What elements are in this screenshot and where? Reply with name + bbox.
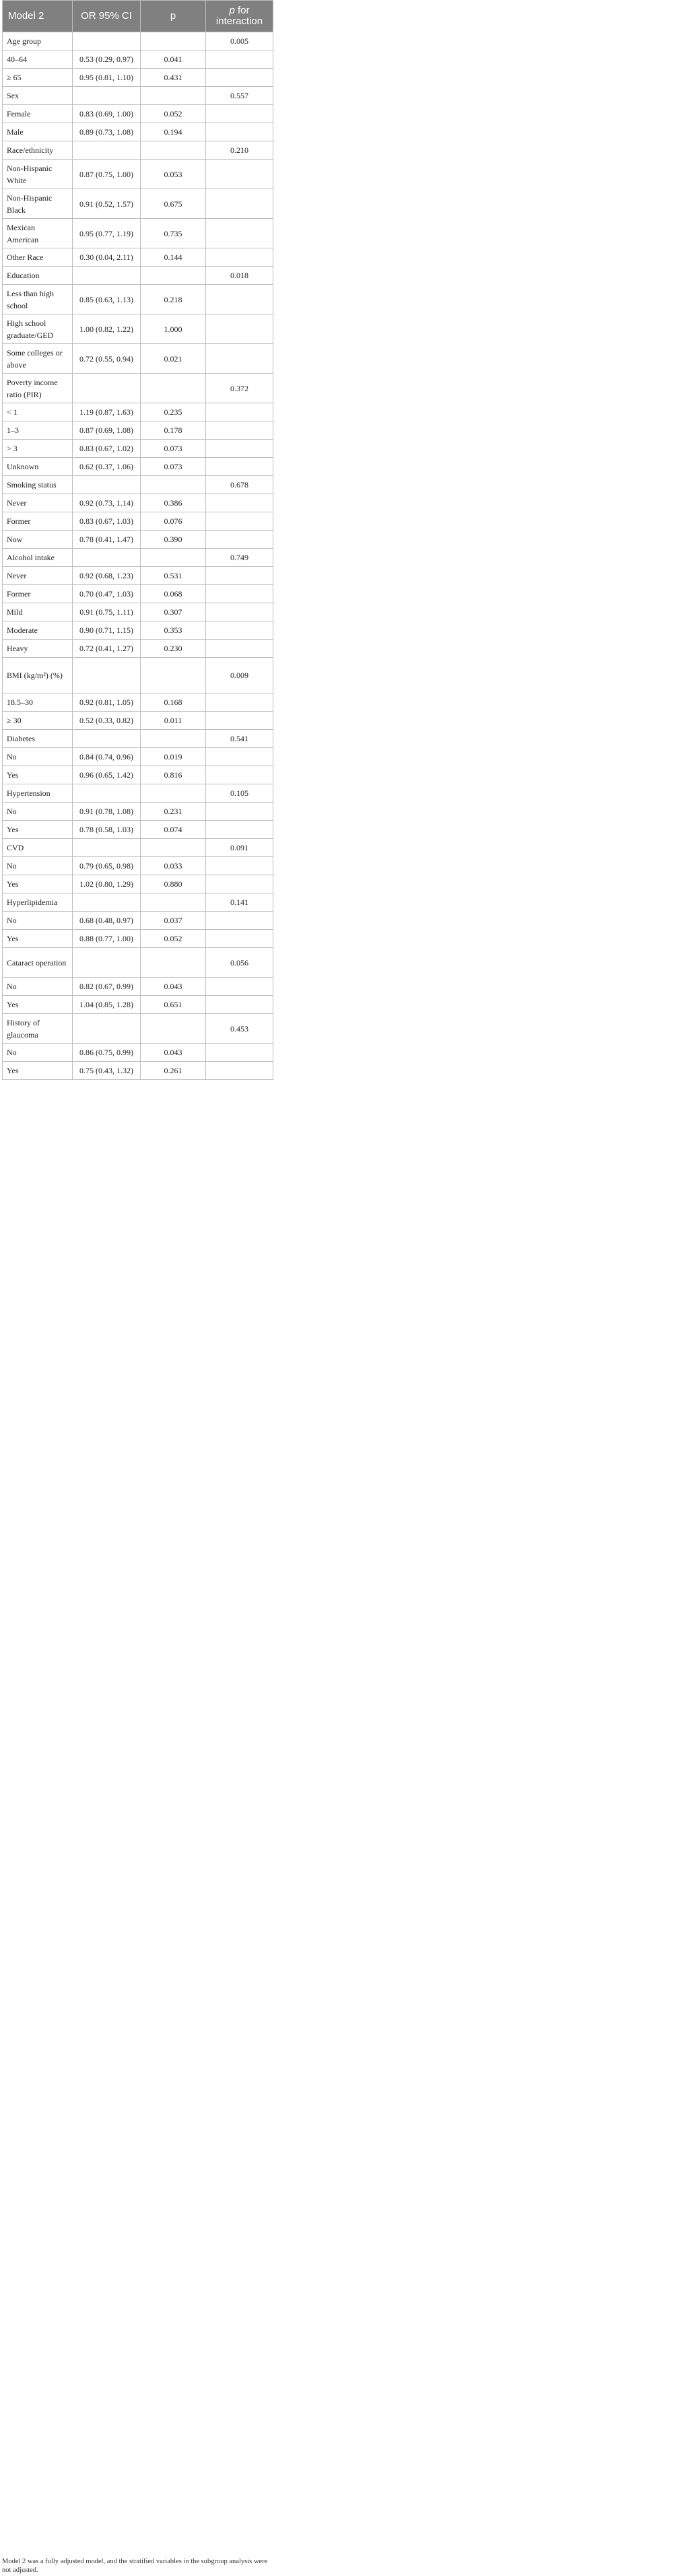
header-p: p [141, 1, 206, 32]
or-ci-cell: 0.92 (0.73, 1.14) [73, 494, 141, 512]
p-interaction-cell [206, 766, 273, 784]
p-interaction-cell [206, 160, 273, 189]
p-value-cell: 0.076 [141, 512, 206, 531]
or-ci-cell [73, 948, 141, 978]
table-row [3, 930, 273, 948]
table-header-row [3, 1, 273, 32]
p-value-cell: 0.353 [141, 621, 206, 640]
p-interaction-cell [206, 857, 273, 875]
or-ci-cell [73, 32, 141, 50]
table-row [3, 87, 273, 105]
or-ci-cell: 0.78 (0.58, 1.03) [73, 821, 141, 839]
row-label: Diabetes [3, 730, 73, 748]
p-interaction-cell [206, 494, 273, 512]
row-label: ≥ 65 [3, 69, 73, 87]
p-value-cell [141, 784, 206, 803]
table-body [3, 32, 273, 1080]
table-row [3, 458, 273, 476]
row-label: Never [3, 494, 73, 512]
or-ci-cell: 0.84 (0.74, 0.96) [73, 748, 141, 766]
or-ci-cell: 0.78 (0.41, 1.47) [73, 531, 141, 549]
p-interaction-cell: 0.005 [206, 32, 273, 50]
p-interaction-cell [206, 567, 273, 585]
p-value-cell [141, 658, 206, 693]
p-value-cell: 0.041 [141, 50, 206, 69]
table-row [3, 803, 273, 821]
table-row [3, 248, 273, 267]
table-row [3, 69, 273, 87]
or-ci-cell: 0.52 (0.33, 0.82) [73, 712, 141, 730]
or-ci-cell: 0.68 (0.48, 0.97) [73, 912, 141, 930]
table-row [3, 512, 273, 531]
or-ci-cell: 0.91 (0.78, 1.08) [73, 803, 141, 821]
or-ci-cell [73, 141, 141, 160]
table-row [3, 857, 273, 875]
row-label: Moderate [3, 621, 73, 640]
row-label: 40–64 [3, 50, 73, 69]
or-ci-cell: 0.87 (0.69, 1.08) [73, 421, 141, 440]
table-row [3, 403, 273, 421]
table-row [3, 658, 273, 693]
p-value-cell: 0.390 [141, 531, 206, 549]
row-label: Other Race [3, 248, 73, 267]
or-ci-cell [73, 658, 141, 693]
header-model: Model 2 [3, 1, 73, 32]
or-ci-cell: 0.90 (0.71, 1.15) [73, 621, 141, 640]
p-value-cell: 0.816 [141, 766, 206, 784]
p-interaction-cell: 0.210 [206, 141, 273, 160]
row-label: High school graduate/GED [3, 314, 73, 344]
p-interaction-cell [206, 996, 273, 1014]
p-interaction-cell [206, 603, 273, 621]
p-interaction-cell [206, 585, 273, 603]
p-value-cell: 0.068 [141, 585, 206, 603]
or-ci-cell [73, 549, 141, 567]
results-table-container [2, 0, 273, 1080]
or-ci-cell: 0.62 (0.37, 1.06) [73, 458, 141, 476]
table-row [3, 712, 273, 730]
p-interaction-cell [206, 248, 273, 267]
row-label: Male [3, 123, 73, 141]
table-row [3, 105, 273, 123]
p-interaction-cell [206, 344, 273, 374]
or-ci-cell: 1.19 (0.87, 1.63) [73, 403, 141, 421]
p-value-cell: 0.033 [141, 857, 206, 875]
table-row [3, 440, 273, 458]
row-label: < 1 [3, 403, 73, 421]
p-interaction-cell [206, 314, 273, 344]
table-row [3, 267, 273, 285]
or-ci-cell: 0.87 (0.75, 1.00) [73, 160, 141, 189]
p-value-cell: 0.037 [141, 912, 206, 930]
subgroup-analysis-table [2, 0, 273, 1080]
p-value-cell: 0.307 [141, 603, 206, 621]
or-ci-cell: 0.72 (0.41, 1.27) [73, 640, 141, 658]
or-ci-cell: 0.83 (0.67, 1.02) [73, 440, 141, 458]
p-interaction-cell [206, 440, 273, 458]
table-row [3, 344, 273, 374]
table-row [3, 567, 273, 585]
p-interaction-cell [206, 930, 273, 948]
table-row [3, 766, 273, 784]
p-value-cell: 0.651 [141, 996, 206, 1014]
row-label: Some colleges or above [3, 344, 73, 374]
row-label: Age group [3, 32, 73, 50]
row-label: Yes [3, 996, 73, 1014]
p-value-cell: 0.011 [141, 712, 206, 730]
p-value-cell: 0.880 [141, 875, 206, 893]
row-label: CVD [3, 839, 73, 857]
p-interaction-cell [206, 712, 273, 730]
or-ci-cell: 0.85 (0.63, 1.13) [73, 285, 141, 314]
row-label: Yes [3, 930, 73, 948]
p-interaction-cell [206, 403, 273, 421]
or-ci-cell: 0.92 (0.68, 1.23) [73, 567, 141, 585]
p-value-cell: 0.230 [141, 640, 206, 658]
table-row [3, 912, 273, 930]
row-label: Yes [3, 766, 73, 784]
table-row [3, 730, 273, 748]
p-value-cell [141, 1014, 206, 1044]
row-label: Education [3, 267, 73, 285]
row-label: Now [3, 531, 73, 549]
p-interaction-cell [206, 621, 273, 640]
table-row [3, 1044, 273, 1062]
or-ci-cell: 1.04 (0.85, 1.28) [73, 996, 141, 1014]
or-ci-cell: 0.89 (0.73, 1.08) [73, 123, 141, 141]
p-value-cell [141, 948, 206, 978]
p-interaction-cell [206, 1062, 273, 1080]
table-row [3, 549, 273, 567]
p-value-cell: 0.218 [141, 285, 206, 314]
p-interaction-cell [206, 421, 273, 440]
header-p-interaction [206, 1, 273, 32]
table-row [3, 839, 273, 857]
header-p-interaction-p: p [229, 5, 235, 16]
or-ci-cell [73, 476, 141, 494]
table-row [3, 1014, 273, 1044]
row-label: Female [3, 105, 73, 123]
p-value-cell [141, 839, 206, 857]
row-label: 18.5–30 [3, 693, 73, 712]
or-ci-cell [73, 374, 141, 403]
p-value-cell [141, 374, 206, 403]
row-label: Poverty income ratio (PIR) [3, 374, 73, 403]
p-interaction-cell [206, 219, 273, 248]
or-ci-cell [73, 893, 141, 912]
table-row [3, 821, 273, 839]
p-value-cell: 1.000 [141, 314, 206, 344]
or-ci-cell: 0.30 (0.04, 2.11) [73, 248, 141, 267]
or-ci-cell [73, 839, 141, 857]
row-label: History of glaucoma [3, 1014, 73, 1044]
or-ci-cell: 1.00 (0.82, 1.22) [73, 314, 141, 344]
row-label: Sex [3, 87, 73, 105]
or-ci-cell: 0.88 (0.77, 1.00) [73, 930, 141, 948]
or-ci-cell [73, 87, 141, 105]
table-row [3, 141, 273, 160]
or-ci-cell: 0.83 (0.67, 1.03) [73, 512, 141, 531]
p-value-cell [141, 141, 206, 160]
p-interaction-cell: 0.141 [206, 893, 273, 912]
p-interaction-cell [206, 978, 273, 996]
table-row [3, 494, 273, 512]
p-interaction-cell [206, 123, 273, 141]
table-row [3, 784, 273, 803]
row-label: No [3, 857, 73, 875]
table-row [3, 748, 273, 766]
p-interaction-cell [206, 285, 273, 314]
p-interaction-cell [206, 512, 273, 531]
p-interaction-cell: 0.105 [206, 784, 273, 803]
or-ci-cell: 0.92 (0.81, 1.05) [73, 693, 141, 712]
p-interaction-cell [206, 912, 273, 930]
row-label: No [3, 1044, 73, 1062]
table-row [3, 693, 273, 712]
row-label: 1–3 [3, 421, 73, 440]
p-value-cell: 0.043 [141, 1044, 206, 1062]
p-value-cell: 0.073 [141, 440, 206, 458]
table-row [3, 123, 273, 141]
p-value-cell: 0.168 [141, 693, 206, 712]
row-label: Heavy [3, 640, 73, 658]
row-label: Unknown [3, 458, 73, 476]
table-row [3, 621, 273, 640]
p-interaction-cell [206, 803, 273, 821]
p-interaction-cell [206, 748, 273, 766]
header-p-interaction-rest: for interaction [215, 5, 263, 27]
header-or-ci: OR 95% CI [73, 1, 141, 32]
row-label: ≥ 30 [3, 712, 73, 730]
table-row [3, 948, 273, 978]
or-ci-cell: 0.70 (0.47, 1.03) [73, 585, 141, 603]
p-value-cell: 0.021 [141, 344, 206, 374]
p-interaction-cell: 0.018 [206, 267, 273, 285]
table-row [3, 978, 273, 996]
table-row [3, 219, 273, 248]
p-value-cell [141, 87, 206, 105]
table-row [3, 421, 273, 440]
p-interaction-cell: 0.091 [206, 839, 273, 857]
row-label: Less than high school [3, 285, 73, 314]
row-label: No [3, 912, 73, 930]
table-row [3, 160, 273, 189]
or-ci-cell: 0.79 (0.65, 0.98) [73, 857, 141, 875]
or-ci-cell: 0.86 (0.75, 0.99) [73, 1044, 141, 1062]
row-label: Yes [3, 1062, 73, 1080]
p-interaction-cell: 0.557 [206, 87, 273, 105]
p-value-cell: 0.053 [141, 160, 206, 189]
or-ci-cell: 0.96 (0.65, 1.42) [73, 766, 141, 784]
row-label: Former [3, 512, 73, 531]
or-ci-cell [73, 730, 141, 748]
p-value-cell [141, 476, 206, 494]
p-interaction-cell [206, 531, 273, 549]
table-row [3, 603, 273, 621]
p-interaction-cell: 0.749 [206, 549, 273, 567]
p-value-cell: 0.531 [141, 567, 206, 585]
row-label: Hypertension [3, 784, 73, 803]
or-ci-cell: 0.53 (0.29, 0.97) [73, 50, 141, 69]
row-label: Mexican American [3, 219, 73, 248]
table-row [3, 50, 273, 69]
p-interaction-cell [206, 1044, 273, 1062]
row-label: No [3, 748, 73, 766]
p-value-cell: 0.073 [141, 458, 206, 476]
p-value-cell: 0.019 [141, 748, 206, 766]
row-label: Yes [3, 875, 73, 893]
p-value-cell: 0.178 [141, 421, 206, 440]
p-value-cell: 0.431 [141, 69, 206, 87]
row-label: No [3, 803, 73, 821]
or-ci-cell: 0.75 (0.43, 1.32) [73, 1062, 141, 1080]
row-label: > 3 [3, 440, 73, 458]
row-label: Non-Hispanic White [3, 160, 73, 189]
or-ci-cell: 0.91 (0.52, 1.57) [73, 189, 141, 219]
row-label: Never [3, 567, 73, 585]
p-value-cell: 0.194 [141, 123, 206, 141]
row-label: Mild [3, 603, 73, 621]
p-value-cell [141, 893, 206, 912]
p-value-cell: 0.052 [141, 105, 206, 123]
p-interaction-cell [206, 821, 273, 839]
p-interaction-cell [206, 50, 273, 69]
row-label: BMI (kg/m²) (%) [3, 658, 73, 693]
p-interaction-cell: 0.453 [206, 1014, 273, 1044]
row-label: Alcohol intake [3, 549, 73, 567]
or-ci-cell: 0.95 (0.77, 1.19) [73, 219, 141, 248]
or-ci-cell: 0.91 (0.75, 1.11) [73, 603, 141, 621]
p-interaction-cell [206, 875, 273, 893]
table-row [3, 476, 273, 494]
table-row [3, 640, 273, 658]
p-interaction-cell: 0.009 [206, 658, 273, 693]
row-label: Yes [3, 821, 73, 839]
or-ci-cell [73, 784, 141, 803]
or-ci-cell: 0.83 (0.69, 1.00) [73, 105, 141, 123]
p-value-cell [141, 730, 206, 748]
p-value-cell: 0.231 [141, 803, 206, 821]
or-ci-cell: 0.82 (0.67, 0.99) [73, 978, 141, 996]
p-value-cell: 0.043 [141, 978, 206, 996]
p-value-cell: 0.052 [141, 930, 206, 948]
row-label: Race/ethnicity [3, 141, 73, 160]
or-ci-cell: 0.95 (0.81, 1.10) [73, 69, 141, 87]
p-value-cell: 0.735 [141, 219, 206, 248]
or-ci-cell [73, 267, 141, 285]
p-value-cell: 0.261 [141, 1062, 206, 1080]
p-value-cell: 0.675 [141, 189, 206, 219]
p-value-cell [141, 267, 206, 285]
p-interaction-cell [206, 105, 273, 123]
table-row [3, 189, 273, 219]
p-interaction-cell: 0.678 [206, 476, 273, 494]
p-interaction-cell: 0.056 [206, 948, 273, 978]
p-interaction-cell [206, 69, 273, 87]
table-row [3, 875, 273, 893]
or-ci-cell: 1.02 (0.80, 1.29) [73, 875, 141, 893]
p-value-cell: 0.386 [141, 494, 206, 512]
table-row [3, 32, 273, 50]
p-value-cell: 0.074 [141, 821, 206, 839]
p-interaction-cell: 0.541 [206, 730, 273, 748]
p-value-cell: 0.144 [141, 248, 206, 267]
p-interaction-cell [206, 640, 273, 658]
p-interaction-cell [206, 458, 273, 476]
table-row [3, 285, 273, 314]
table-row [3, 314, 273, 344]
row-label: No [3, 978, 73, 996]
row-label: Smoking status [3, 476, 73, 494]
row-label: Hyperlipidemia [3, 893, 73, 912]
row-label: Non-Hispanic Black [3, 189, 73, 219]
or-ci-cell [73, 1014, 141, 1044]
p-value-cell: 0.235 [141, 403, 206, 421]
row-label: Cataract operation [3, 948, 73, 978]
p-interaction-cell [206, 189, 273, 219]
table-row [3, 531, 273, 549]
p-interaction-cell: 0.372 [206, 374, 273, 403]
p-value-cell [141, 549, 206, 567]
p-interaction-cell [206, 693, 273, 712]
table-row [3, 1062, 273, 1080]
table-row [3, 893, 273, 912]
table-row [3, 996, 273, 1014]
p-value-cell [141, 32, 206, 50]
or-ci-cell: 0.72 (0.55, 0.94) [73, 344, 141, 374]
table-footnote: Model 2 was a fully adjusted model, and the stratified variables in the subgroup analysis were not adjusted. [2, 2558, 268, 2574]
table-row [3, 585, 273, 603]
row-label: Former [3, 585, 73, 603]
table-row [3, 374, 273, 403]
